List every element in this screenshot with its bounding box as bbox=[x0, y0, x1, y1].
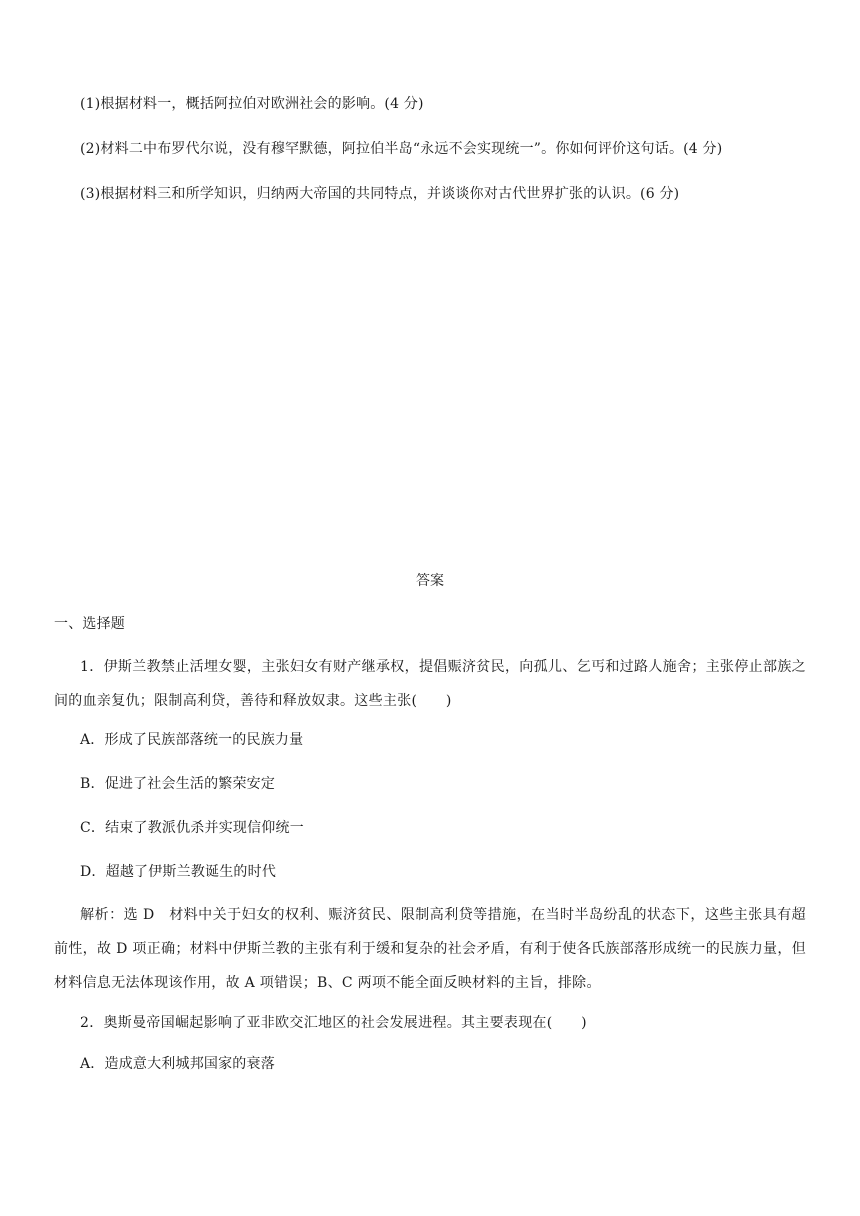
question-1-stem bbox=[54, 650, 806, 718]
answer-title: 答案 bbox=[416, 573, 444, 589]
question-1-analysis bbox=[54, 898, 806, 1000]
sub-question-1: (1)根据材料一，概括阿拉伯对欧洲社会的影响。(4 分) bbox=[80, 96, 424, 112]
question-2-stem-text: 2．奥斯曼帝国崛起影响了亚非欧交汇地区的社会发展进程。其主要表现在( ) bbox=[80, 1015, 587, 1031]
sub-question-2: (2)材料二中布罗代尔说，没有穆罕默德，阿拉伯半岛“永远不会实现统一”。你如何评价这句话。(4 分) bbox=[80, 141, 723, 157]
question-1-option-b: B．促进了社会生活的繁荣安定 bbox=[80, 776, 276, 792]
question-2-option-a: A．造成意大利城邦国家的衰落 bbox=[80, 1056, 275, 1072]
sub-question-3: (3)根据材料三和所学知识，归纳两大帝国的共同特点，并谈谈你对古代世界扩张的认识。(6 分) bbox=[80, 186, 680, 202]
question-1-analysis-text: 解析：选 D 材料中关于妇女的权利、赈济贫民、限制高利贷等措施，在当时半岛纷乱的状态下，这些主张具有超前性，故 D 项正确；材料中伊斯兰教的主张有利于缓和复杂的社会矛盾，有利于使各氏族部落形成统一的民族力量，但材料信息无法体现该作用，故 A 项错误；B、C 两项不能全面反映材料的主旨，排除。 bbox=[54, 907, 806, 991]
question-1-option-c: C．结束了教派仇杀并实现信仰统一 bbox=[80, 820, 304, 836]
question-2-stem bbox=[54, 1006, 806, 1040]
question-1-stem-text: 1．伊斯兰教禁止活埋女婴，主张妇女有财产继承权，提倡赈济贫民，向孤儿、乞丐和过路人施舍；主张停止部族之间的血亲复仇；限制高利贷，善待和释放奴隶。这些主张( ) bbox=[54, 659, 806, 709]
question-1-option-a: A．形成了民族部落统一的民族力量 bbox=[80, 732, 304, 748]
section-title: 一、选择题 bbox=[54, 616, 125, 632]
question-1-option-d: D．超越了伊斯兰教诞生的时代 bbox=[80, 864, 277, 880]
